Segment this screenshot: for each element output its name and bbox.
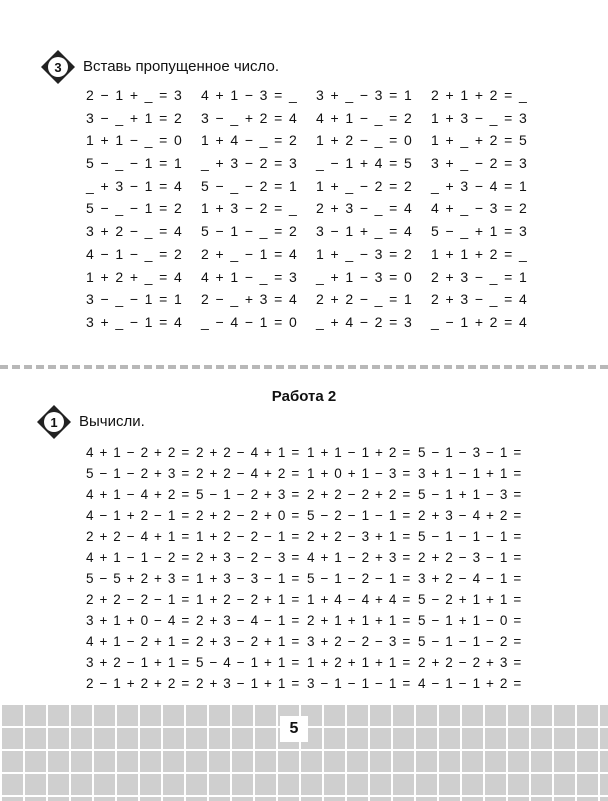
equation: 5 − 1 − 2 + 3 =: [196, 487, 301, 502]
equation: 3 + 1 − 1 + 1 =: [418, 466, 523, 481]
equation: 2 + 2 − 2 + 3 =: [418, 655, 523, 670]
equation: _ + 1 − 3 = 0: [316, 268, 414, 285]
equation: 2 + 3 − 2 − 3 =: [196, 550, 301, 565]
equation: 4 + 1 − 2 + 2 =: [86, 445, 191, 460]
equation: 2 + 3 − 1 + 1 =: [196, 676, 301, 691]
equation: 2 + 3 − _ = 1: [431, 268, 529, 285]
equation: 5 − 2 − 1 − 1 =: [307, 508, 412, 523]
equation: 3 + _ − 1 = 4: [86, 313, 184, 330]
equation: 4 − 1 − _ = 2: [86, 245, 184, 262]
equation: 1 + 3 − _ = 3: [431, 109, 529, 126]
equation: 2 + 2 − 2 − 1 =: [86, 592, 191, 607]
task-1-expressions: [86, 442, 528, 694]
equation: 1 + 3 − 3 − 1 =: [196, 571, 301, 586]
equation: 1 + 1 + 2 = _: [431, 245, 529, 262]
equation: 1 + 4 − 4 + 4 =: [307, 592, 412, 607]
task-number: 3: [54, 59, 62, 75]
equation: 1 + 2 + _ = 4: [86, 268, 184, 285]
task-3-title: Вставь пропущенное число.: [83, 58, 279, 75]
equation: 4 + _ − 3 = 2: [431, 200, 529, 217]
equation: 1 + 2 − 2 + 1 =: [196, 592, 301, 607]
equation: 4 + 1 − 3 = _: [201, 87, 299, 103]
equation: 2 − 1 + _ = 3: [86, 87, 184, 103]
equation: 1 + 2 − _ = 0: [316, 132, 414, 149]
equation: _ − 4 − 1 = 0: [201, 313, 299, 330]
equation: 5 − 1 − 3 − 1 =: [418, 445, 523, 460]
equation: 5 − 1 − 2 − 1 =: [307, 571, 412, 586]
equation: 4 − 1 − 1 + 2 =: [418, 676, 523, 691]
equation: 3 − _ + 2 = 4: [201, 109, 299, 126]
work-2-heading: Работа 2: [271, 388, 337, 405]
equation: _ + 3 − 4 = 1: [431, 177, 529, 194]
equation: 5 − 4 − 1 + 1 =: [196, 655, 301, 670]
equation: 2 + 2 − 4 + 1 =: [86, 529, 191, 544]
equation: 5 − _ − 2 = 1: [201, 177, 299, 194]
section-divider: [0, 365, 608, 369]
equation: 5 − 1 − 2 + 3 =: [86, 466, 191, 481]
equation: 1 + 2 + 1 + 1 =: [307, 655, 412, 670]
task-1-title: Вычисли.: [79, 413, 145, 430]
page-number: 5: [280, 716, 308, 742]
equation: 3 + 2 − _ = 4: [86, 223, 184, 240]
equation: 5 − 1 + 1 − 0 =: [418, 613, 523, 628]
task-3-badge: [40, 49, 76, 85]
equation: 1 + 2 − 2 − 1 =: [196, 529, 301, 544]
equation: 5 − 1 + 1 − 3 =: [418, 487, 523, 502]
equation: 2 − _ + 3 = 4: [201, 291, 299, 308]
equation: _ − 1 + 2 = 4: [431, 313, 529, 330]
equation: 4 + 1 − _ = 2: [316, 109, 414, 126]
equation: 1 + _ − 3 = 2: [316, 245, 414, 262]
equation: _ + 4 − 2 = 3: [316, 313, 414, 330]
equation: 2 + 2 − 2 + 0 =: [196, 508, 301, 523]
equation: 1 + 3 − 2 = _: [201, 200, 299, 217]
equation: 3 − 1 + _ = 4: [316, 223, 414, 240]
equation: 2 + _ − 1 = 4: [201, 245, 299, 262]
equation: 3 + 2 − 2 − 3 =: [307, 634, 412, 649]
equation: 2 + 2 − 3 + 1 =: [307, 529, 412, 544]
equation: 3 + _ − 2 = 3: [431, 155, 529, 172]
equation: 5 − 2 + 1 + 1 =: [418, 592, 523, 607]
task-3-equations: [86, 84, 541, 334]
equation: 2 + 3 − _ = 4: [431, 291, 529, 308]
equation: 4 + 1 − 2 + 1 =: [86, 634, 191, 649]
equation: 3 + 2 − 1 + 1 =: [86, 655, 191, 670]
equation: 4 − 1 + 2 − 1 =: [86, 508, 191, 523]
equation: _ + 3 − 2 = 3: [201, 155, 299, 172]
equation: 1 + _ − 2 = 2: [316, 177, 414, 194]
equation: 5 − 1 − 1 − 1 =: [418, 529, 523, 544]
equation: 2 + 2 − 4 + 2 =: [196, 466, 301, 481]
equation: 5 − _ − 1 = 1: [86, 155, 184, 172]
equation: 5 − _ − 1 = 2: [86, 200, 184, 217]
equation: 3 − _ − 1 = 1: [86, 291, 184, 308]
equation: 5 − 1 − 1 − 2 =: [418, 634, 523, 649]
equation: 5 − 5 + 2 + 3 =: [86, 571, 191, 586]
equation: 1 + 4 − _ = 2: [201, 132, 299, 149]
task-number: 1: [50, 414, 58, 430]
equation: 2 + 2 − 2 + 2 =: [307, 487, 412, 502]
equation: 1 + 0 + 1 − 3 =: [307, 466, 412, 481]
equation: 4 + 1 − 2 + 3 =: [307, 550, 412, 565]
equation: 3 + 1 + 0 − 4 =: [86, 613, 191, 628]
equation: 2 + 1 + 2 = _: [431, 87, 529, 103]
equation: 2 + 3 − 2 + 1 =: [196, 634, 301, 649]
equation: 4 + 1 − 1 − 2 =: [86, 550, 191, 565]
equation: 3 + _ − 3 = 1: [316, 87, 414, 103]
equation: 2 + 3 − 4 + 2 =: [418, 508, 523, 523]
equation: 2 + 1 + 1 + 1 =: [307, 613, 412, 628]
equation: 5 − _ + 1 = 3: [431, 223, 529, 240]
equation: 1 + 1 − _ = 0: [86, 132, 184, 149]
task-1-badge: [36, 404, 72, 440]
equation: 3 + 2 − 4 − 1 =: [418, 571, 523, 586]
equation: 2 + 2 − _ = 1: [316, 291, 414, 308]
equation: _ − 1 + 4 = 5: [316, 155, 414, 172]
equation: 4 + 1 − _ = 3: [201, 268, 299, 285]
equation: 2 + 2 − 3 − 1 =: [418, 550, 523, 565]
equation: 2 − 1 + 2 + 2 =: [86, 676, 191, 691]
equation: 1 + 1 − 1 + 2 =: [307, 445, 412, 460]
equation: 4 + 1 − 4 + 2 =: [86, 487, 191, 502]
equation: 2 + 3 − _ = 4: [316, 200, 414, 217]
equation: _ + 3 − 1 = 4: [86, 177, 184, 194]
equation: 2 + 3 − 4 − 1 =: [196, 613, 301, 628]
equation: 3 − 1 − 1 − 1 =: [307, 676, 412, 691]
equation: 3 − _ + 1 = 2: [86, 109, 184, 126]
equation: 5 − 1 − _ = 2: [201, 223, 299, 240]
equation: 1 + _ + 2 = 5: [431, 132, 529, 149]
equation: 2 + 2 − 4 + 1 =: [196, 445, 301, 460]
